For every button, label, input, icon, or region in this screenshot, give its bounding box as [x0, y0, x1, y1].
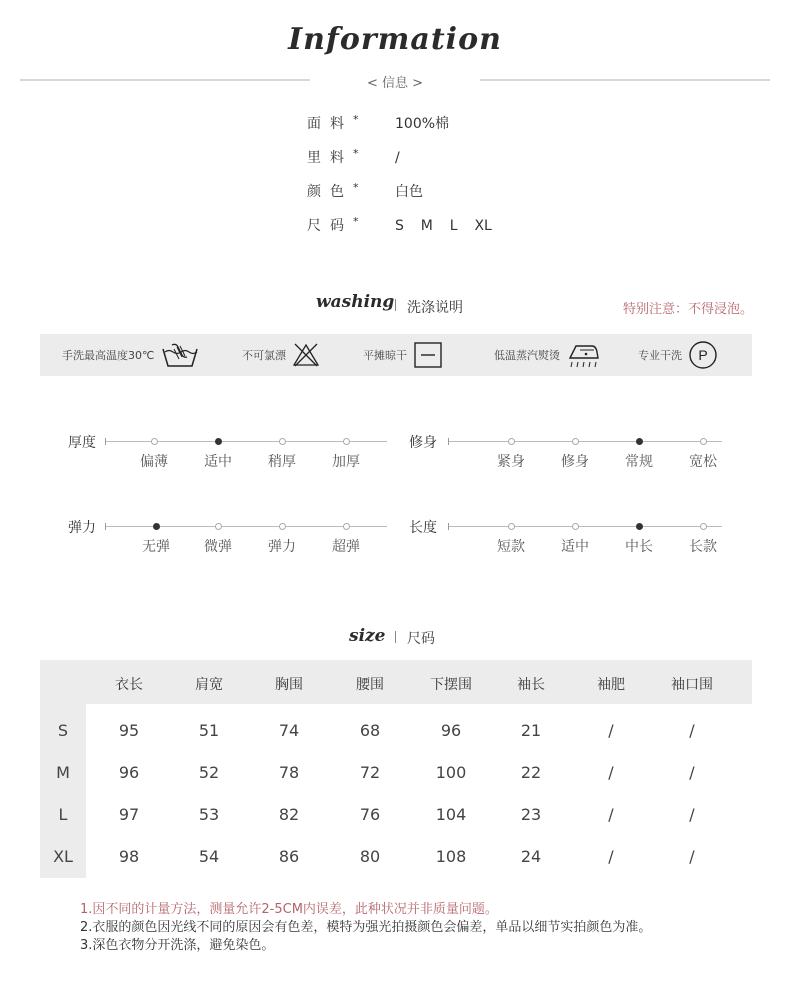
scale-marker	[279, 438, 286, 445]
info-row-color	[307, 181, 423, 201]
scale-marker	[700, 438, 707, 445]
size-table-cell: 23	[520, 805, 542, 824]
size-table-cell: 76	[359, 805, 381, 824]
wash-item-low-steam-iron	[494, 334, 602, 376]
scale-marker	[343, 438, 350, 445]
page-subtitle: < 信息 >	[366, 76, 424, 91]
scale-marker-selected	[636, 438, 643, 445]
info-row-size	[307, 215, 492, 235]
footnote-1: 1.因不同的计量方法，测量允许2-5CM内误差，此种状况并非质量问题。	[80, 902, 498, 917]
size-table-cell: 53	[198, 805, 220, 824]
scale-option: 短款	[497, 539, 525, 555]
size-table-cell: 96	[440, 721, 462, 740]
size-table-cell: 96	[118, 763, 140, 782]
scale-marker-selected	[153, 523, 160, 530]
size-table-cell: 51	[198, 721, 220, 740]
info-label: 面料*	[307, 113, 359, 132]
size-table-cell: 82	[278, 805, 300, 824]
wash-item-dry-flat	[363, 334, 443, 376]
scale-start-tick	[448, 523, 449, 530]
size-table-cell: 98	[118, 847, 140, 866]
size-table-cell: 108	[435, 847, 467, 866]
scale-marker	[572, 438, 579, 445]
scale-start-tick	[448, 438, 449, 445]
size-table-cell: 52	[198, 763, 220, 782]
size-row-header: S	[57, 721, 69, 740]
size-row-header: L	[58, 805, 68, 824]
size-table-cell: 54	[198, 847, 220, 866]
info-value: 100%棉	[395, 116, 450, 132]
info-value: S M L XL	[395, 218, 492, 234]
size-table-cell: /	[689, 721, 695, 740]
footnote-3: 3.深色衣物分开洗涤，避免染色。	[80, 938, 275, 953]
size-row-header: XL	[53, 847, 73, 866]
size-column-header: 袖长	[517, 677, 545, 693]
scale-start-tick	[105, 438, 106, 445]
size-table-cell: 21	[520, 721, 542, 740]
scale-option: 常规	[625, 454, 653, 470]
dry-flat-icon	[413, 341, 443, 369]
info-value: /	[395, 150, 400, 166]
svg-text:P: P	[698, 347, 708, 363]
size-table-cell: /	[689, 763, 695, 782]
size-table-cell: 72	[359, 763, 381, 782]
size-row-header: M	[56, 763, 70, 782]
size-column-header: 肩宽	[195, 677, 223, 693]
scale-marker	[151, 438, 158, 445]
washing-title-zh: 洗涤说明	[407, 300, 463, 316]
wash-item-label: 平摊晾干	[363, 349, 407, 362]
scale-label: 厚度	[68, 435, 96, 451]
wash-item-no-bleach	[242, 334, 320, 376]
washing-title-en: washing	[316, 292, 395, 312]
info-value: 白色	[395, 184, 423, 200]
scale-option: 中长	[625, 539, 653, 555]
info-row-fabric	[307, 113, 449, 133]
size-table-cell: 97	[118, 805, 140, 824]
info-label: 里料*	[307, 147, 359, 166]
size-table-cell: /	[608, 763, 614, 782]
footnote-2: 2.衣服的颜色因光线不同的原因会有色差，模特为强光拍摄颜色会偏差，单品以细节实拍颜色为准。	[80, 920, 652, 935]
size-table-cell: 78	[278, 763, 300, 782]
size-table-cell: 104	[435, 805, 467, 824]
scale-marker	[700, 523, 707, 530]
wash-item-label: 不可氯漂	[242, 349, 286, 362]
scale-option: 适中	[561, 539, 589, 555]
scale-track	[448, 441, 722, 442]
scale-marker	[572, 523, 579, 530]
size-table-cell: /	[689, 805, 695, 824]
scale-marker-selected	[215, 438, 222, 445]
size-column-header: 腰围	[356, 677, 384, 693]
scale-label: 修身	[409, 435, 437, 451]
scale-option: 修身	[561, 454, 589, 470]
scale-marker-selected	[636, 523, 643, 530]
scale-label: 弹力	[68, 520, 96, 536]
scale-option: 微弹	[204, 539, 232, 555]
scale-option: 适中	[204, 454, 232, 470]
size-title-en: size	[349, 626, 386, 646]
size-table-cell: 100	[435, 763, 467, 782]
size-table-cell: /	[608, 847, 614, 866]
scale-marker	[279, 523, 286, 530]
info-label: 颜色*	[307, 181, 359, 200]
scale-option: 偏薄	[140, 454, 168, 470]
hand-wash-30-icon	[160, 341, 200, 369]
size-column-header: 袖口围	[671, 677, 713, 693]
size-column-header: 袖肥	[597, 677, 625, 693]
scale-option: 宽松	[689, 454, 717, 470]
scale-marker	[508, 523, 515, 530]
washing-note: 特别注意：不得浸泡。	[623, 302, 754, 317]
scale-option: 弹力	[268, 539, 296, 555]
size-column-header: 衣长	[115, 677, 143, 693]
scale-option: 稍厚	[268, 454, 296, 470]
size-table-cell: 86	[278, 847, 300, 866]
size-table-cell: 74	[278, 721, 300, 740]
size-title-divider	[395, 631, 396, 643]
size-table-cell: 68	[359, 721, 381, 740]
scale-track	[448, 526, 722, 527]
no-bleach-icon	[292, 342, 320, 368]
scale-option: 无弹	[142, 539, 170, 555]
size-table-cell: 95	[118, 721, 140, 740]
scale-marker	[343, 523, 350, 530]
washing-instructions-band	[40, 334, 752, 376]
size-table-cell: 80	[359, 847, 381, 866]
scale-option: 长款	[689, 539, 717, 555]
scale-option: 紧身	[497, 454, 525, 470]
wash-item-label: 低温蒸汽熨烫	[494, 349, 560, 362]
washing-title-divider	[395, 299, 396, 311]
low-steam-iron-icon	[566, 340, 602, 370]
size-column-header: 胸围	[275, 677, 303, 693]
size-table-cell: 24	[520, 847, 542, 866]
wash-item-hand-wash	[62, 334, 200, 376]
scale-option: 超弹	[332, 539, 360, 555]
size-table-cell: /	[608, 721, 614, 740]
size-title-zh: 尺码	[407, 631, 435, 647]
size-table-cell: /	[689, 847, 695, 866]
size-table-cell: 22	[520, 763, 542, 782]
scale-option: 加厚	[332, 454, 360, 470]
page-title: Information	[288, 22, 502, 57]
size-column-header: 下摆围	[430, 677, 472, 693]
wash-item-label: 手洗最高温度30℃	[62, 349, 155, 362]
dry-clean-p-icon	[688, 340, 718, 370]
scale-marker	[508, 438, 515, 445]
info-row-lining	[307, 147, 400, 167]
scale-marker	[215, 523, 222, 530]
wash-item-dry-clean	[638, 334, 718, 376]
wash-item-label: 专业干洗	[638, 349, 682, 362]
scale-label: 长度	[409, 520, 437, 536]
scale-start-tick	[105, 523, 106, 530]
info-label: 尺码*	[307, 215, 359, 234]
size-table-cell: /	[608, 805, 614, 824]
